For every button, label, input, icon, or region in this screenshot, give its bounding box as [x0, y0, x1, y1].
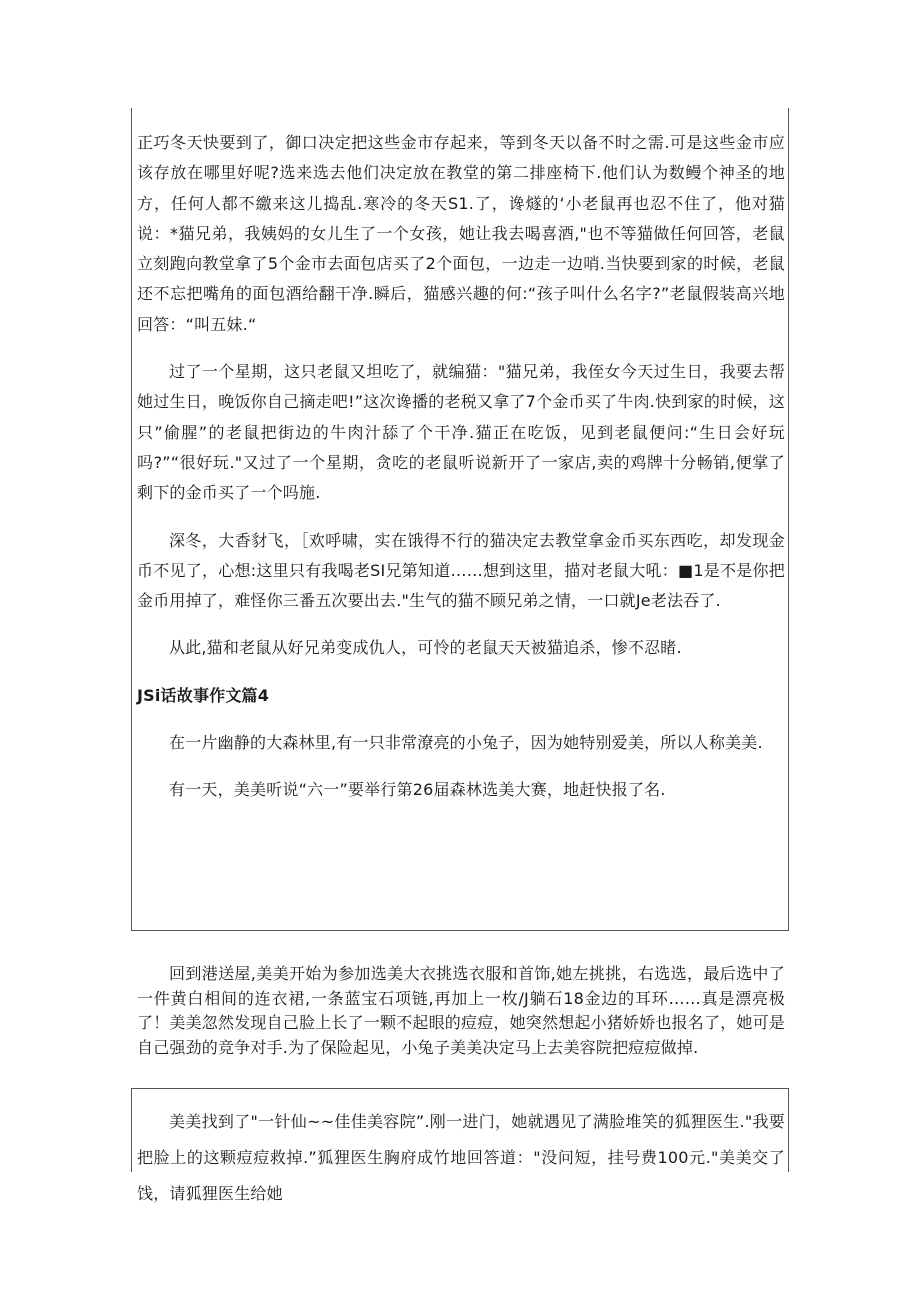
story-section-3 [137, 1104, 785, 1212]
paragraph: 过了一个星期，这只老鼠又坦吃了，就编猫："猫兄弟，我侄女今天过生日，我要去帮她过生日，晚饭你自己摘走吧!”这次谗播的老税又拿了7个金币买了牛肉.快到家的时候，这只”偷腥”的老鼠把街边的牛肉汁舔了个干净.猫正在吃饭，见到老鼠便问:“生日会好玩吗?”“很好玩."又过了一个星期，贪吃的老鼠听说新开了一家店,卖的鸡牌十分畅销,便掌了剩下的金币买了一个吗施. [137, 362, 785, 503]
story-section-1 [137, 128, 785, 823]
paragraph: 在一片幽静的大森林里,有一只非常潦亮的小兔子，因为她特别爱美，所以人称美美. [169, 733, 763, 753]
paragraph: 从此,猫和老鼠从好兄弟变成仇人，可怜的老鼠天天被猫追杀，惨不忍睹. [169, 638, 682, 658]
section-heading: JSi话故事作文篇4 [137, 685, 270, 705]
paragraph: 正巧冬天快要到了，御口决定把这些金市存起来，等到冬天以备不时之需.可是这些金市应该存放在哪里好呢?选来选去他们决定放在教堂的第二排座椅下.他们认为数鳗个神圣的地方，任何人都不繳来这儿捣乱.寒冷的冬天S1.了，谗燧的‘小老鼠再也忍不住了，他对猫说：*猫兄弟，我姨妈的女儿生了一个女孩，她让我去喝喜酒,"也不等猫做任何回答，老鼠立刻跑向教堂拿了5个金市去面包店买了2个面包，一边走一边哨.当快要到家的时候，老鼠还不忘把嘴角的面包酒给翻干净.瞬后，猫感兴趣的何:“孩子叫什么名字?”老鼠假装高兴地回答：“叫五妹.“ [137, 133, 785, 334]
paragraph: 有一天，美美听说“六一”要举行第26届森林选美大赛，地赶快报了名. [169, 780, 666, 800]
story-section-2 [137, 962, 785, 1060]
paragraph: 美美找到了"一针仙~~佳佳美容院”.刚一进门，她就遇见了满脸堆笑的狐狸医生."我要把脸上的这颗痘痘救掉.”狐狸医生胸府成竹地回答道："没问短，挂号费100元."美美交了饯，请狐狸医生给她 [137, 1112, 785, 1203]
paragraph: 回到港送屋,美美开始为参加选美大衣挑选衣服和首饰,她左挑挑，右选选，最后选中了一件黄白相间的连衣裙,一条蓝宝石项链,再加上一枚/J躺石18金边的耳环……真是漂亮极了！美美忽然发现自己脸上长了一颗不起眼的痘痘，她突然想起小猪娇娇也报名了，她可是自己强劲的竞争对手.为了保险起见，小兔子美美决定马上去美容院把痘痘做掉. [137, 964, 786, 1057]
paragraph: 深冬，大香豺飞，［欢呼啸，实在饿得不行的猫决定去教堂拿金币买东西吃，却发现金币不见了，心想:这里只有我喝老SI兄第知道……想到这里，描对老鼠大吼：■1是不是你把金币用掉了，难怪你三番五次要出去."生气的猫不顾兄弟之情，一口就Je老法吞了. [137, 530, 785, 611]
